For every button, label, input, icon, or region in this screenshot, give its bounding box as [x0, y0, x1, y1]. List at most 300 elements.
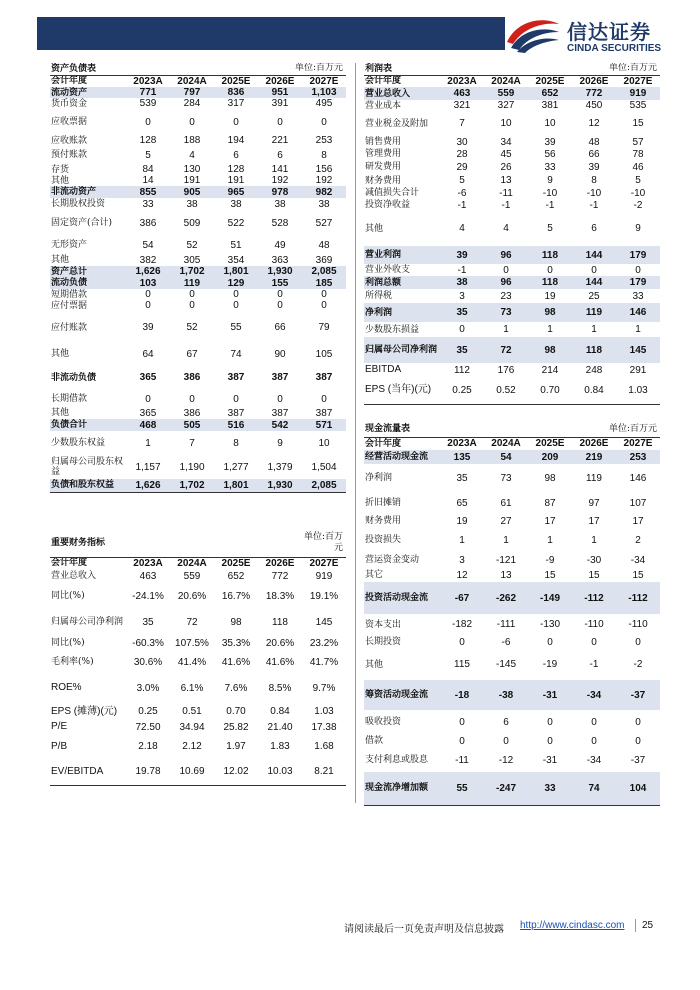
cell-value: 52	[186, 239, 198, 251]
cell-value: 527	[315, 217, 333, 229]
cell-value: 54	[484, 450, 528, 464]
cell-value: 1	[635, 324, 641, 335]
cell-value: 17	[588, 515, 600, 527]
row-label: 投资活动现金流	[364, 582, 440, 614]
key-indicators-unit: 单位:百万元	[303, 531, 343, 553]
cash-flow-title-row	[364, 422, 660, 437]
cell-value: 38	[274, 198, 286, 210]
footer-url-link[interactable]: http://www.cindasc.com	[520, 920, 625, 931]
cell-value: -110	[628, 619, 648, 630]
year-header: 2025E	[528, 75, 572, 87]
cell-value: 33	[142, 198, 154, 210]
cell-value: 135	[440, 450, 484, 464]
cell-value: -6	[457, 187, 467, 199]
cell-value: 20.6%	[265, 637, 295, 649]
cell-value: 0	[547, 735, 553, 747]
cell-value: -111	[496, 619, 516, 630]
cell-value: 145	[616, 337, 660, 363]
cell-value: -67	[440, 582, 484, 614]
cell-value: 1,103	[302, 87, 346, 98]
table-row	[364, 276, 660, 289]
cell-value: 1,190	[179, 461, 205, 473]
cell-value: 0	[233, 289, 239, 300]
cell-value: 39	[142, 322, 154, 333]
cell-value: 2	[635, 534, 641, 546]
cell-value: 1.97	[226, 741, 246, 752]
cell-value: 1.83	[270, 741, 290, 752]
cell-value: -31	[528, 680, 572, 710]
cell-value: 8	[591, 175, 597, 186]
cell-value: 72	[186, 616, 198, 628]
cell-value: 38	[440, 276, 484, 289]
cell-value: 836	[214, 87, 258, 98]
cell-value: 0.25	[138, 706, 158, 717]
cell-value: 191	[227, 175, 245, 186]
cell-value: 219	[572, 450, 616, 464]
cell-value: 571	[302, 419, 346, 431]
cell-value: -10	[586, 187, 602, 199]
table-row	[50, 419, 346, 431]
cell-value: 1	[459, 534, 465, 546]
cell-value: 57	[632, 136, 644, 148]
cell-value: -1	[457, 264, 467, 276]
cell-value: 17.38	[311, 721, 337, 733]
table-row	[364, 174, 660, 187]
row-label: 投资损失	[365, 535, 402, 545]
cell-value: 365	[139, 407, 157, 419]
cell-value: 284	[183, 98, 201, 109]
table-row	[50, 311, 346, 344]
year-header: 2027E	[302, 75, 346, 87]
table-row	[364, 246, 660, 264]
income-statement-header-row	[364, 75, 660, 87]
table-row	[364, 322, 660, 337]
cell-value: -247	[484, 772, 528, 805]
row-label: 现金流净增加额	[364, 772, 440, 805]
cell-value: 8.21	[302, 759, 346, 785]
table-row	[364, 492, 660, 514]
row-label: 负债和股东权益	[50, 479, 126, 492]
table-row	[50, 734, 346, 759]
cell-value: 0	[635, 636, 641, 648]
table-row	[364, 680, 660, 710]
page-number: 25	[642, 920, 654, 931]
cell-value: 0	[459, 636, 465, 648]
cell-value: 98	[528, 337, 572, 363]
table-row	[364, 734, 660, 748]
cell-value: 38	[230, 198, 242, 210]
cell-value: 8.5%	[268, 682, 292, 694]
cell-value: -182	[451, 619, 472, 630]
cell-value: -38	[484, 680, 528, 710]
cell-value: 1,626	[126, 266, 170, 277]
table-row	[50, 266, 346, 277]
table-row	[364, 337, 660, 363]
cell-value: 98	[528, 303, 572, 322]
cell-value: 20.6%	[177, 590, 207, 602]
cell-value: -12	[498, 754, 514, 766]
cell-value: 0	[547, 716, 553, 728]
brand-name-en: CINDA SECURITIES	[567, 43, 662, 54]
year-header: 2025E	[214, 75, 258, 87]
row-label: 流动资产	[50, 87, 126, 98]
cell-value: 5	[547, 223, 553, 234]
row-label: 减值损失合计	[365, 188, 420, 198]
row-label: 少数股东权益	[51, 438, 106, 448]
table-row	[50, 109, 346, 135]
table-row	[50, 135, 346, 146]
row-label: 所得税	[365, 291, 393, 301]
cell-value: 463	[139, 570, 157, 582]
cell-value: 0	[189, 289, 195, 300]
cell-value: 19	[544, 290, 556, 302]
cell-value: 221	[271, 135, 289, 146]
cell-value: -2	[633, 199, 643, 211]
table-row	[364, 450, 660, 464]
cell-value: 495	[315, 98, 333, 109]
cell-value: 0	[635, 716, 641, 728]
cell-value: 192	[315, 175, 333, 186]
year-header: 2027E	[302, 557, 346, 569]
cell-value: 505	[170, 419, 214, 431]
cell-value: 74	[572, 772, 616, 805]
cell-value: 0	[591, 264, 597, 276]
table-row	[50, 703, 346, 720]
cell-value: 97	[588, 497, 600, 509]
year-header: 2026E	[258, 557, 302, 569]
table-row	[364, 649, 660, 680]
table-row	[50, 98, 346, 109]
cell-value: -30	[586, 554, 602, 566]
cell-value: 0	[459, 716, 465, 728]
cell-value: 317	[227, 98, 245, 109]
cell-value: 27	[500, 515, 512, 527]
table-row	[50, 635, 346, 651]
cell-value: -1	[589, 199, 599, 211]
cell-value: 0	[547, 636, 553, 648]
cell-value: 965	[214, 186, 258, 198]
cell-value: 772	[572, 87, 616, 100]
cell-value: -9	[545, 554, 555, 566]
cell-value: 55	[230, 322, 242, 333]
cell-value: 119	[586, 472, 602, 484]
row-label: 管理费用	[365, 149, 402, 159]
cell-value: 1,702	[170, 479, 214, 492]
cell-value: 321	[453, 100, 471, 111]
row-label: P/E	[51, 721, 68, 732]
cell-value: 0	[277, 289, 283, 300]
cell-value: 391	[271, 98, 289, 109]
table-row	[364, 160, 660, 174]
cell-value: -34	[630, 554, 646, 566]
cell-value: 0	[635, 264, 641, 276]
cell-value: 369	[315, 254, 333, 266]
cell-value: 542	[258, 419, 302, 431]
table-row	[364, 614, 660, 635]
row-label: 营运资金变动	[365, 555, 420, 565]
cell-value: 0.70	[528, 377, 572, 404]
cell-value: 2,085	[302, 479, 346, 492]
cell-value: 6	[503, 716, 509, 728]
header-label: 会计年度	[364, 75, 440, 87]
cell-value: 919	[315, 570, 333, 582]
cell-value: 463	[440, 87, 484, 100]
cell-value: 386	[139, 217, 157, 229]
cell-value: 0	[503, 735, 509, 747]
cell-value: 387	[227, 372, 245, 383]
income-statement-title: 利润表	[365, 63, 393, 74]
year-header: 2027E	[616, 75, 660, 87]
cell-value: 118	[572, 337, 616, 363]
row-label: ROE%	[51, 682, 82, 693]
row-label: 同比(%)	[51, 638, 85, 648]
cell-value: 0.52	[484, 377, 528, 404]
table-row	[364, 100, 660, 111]
cell-value: 0	[145, 116, 151, 128]
cash-flow-table	[364, 422, 660, 806]
cell-value: 146	[616, 303, 660, 322]
cell-value: 209	[528, 450, 572, 464]
cell-value: 13	[500, 175, 512, 186]
cell-value: 104	[616, 772, 660, 805]
cell-value: 41.7%	[309, 656, 339, 668]
cell-value: 516	[214, 419, 258, 431]
row-label: 支付利息或股息	[365, 755, 429, 765]
cell-value: 0	[145, 289, 151, 300]
row-label: 存货	[51, 164, 70, 175]
table-row	[50, 609, 346, 635]
table-row	[364, 187, 660, 199]
cell-value: 25.82	[223, 721, 249, 733]
year-header: 2025E	[214, 557, 258, 569]
table-row	[50, 344, 346, 364]
cell-value: 0	[233, 116, 239, 128]
cell-value: 118	[528, 246, 572, 264]
row-label: 非流动资产	[50, 186, 126, 198]
cell-value: 38	[186, 198, 198, 210]
cell-value: 0.25	[440, 377, 484, 404]
cell-value: 61	[500, 497, 512, 509]
table-row	[50, 569, 346, 583]
cell-value: 0	[591, 735, 597, 747]
row-label: 非流动负债	[51, 372, 97, 383]
cell-value: 144	[572, 246, 616, 264]
cell-value: 52	[186, 322, 198, 333]
cell-value: 253	[616, 450, 660, 464]
cell-value: 107	[629, 497, 647, 509]
cell-value: 128	[139, 135, 157, 146]
cell-value: 179	[616, 276, 660, 289]
cell-value: 103	[126, 277, 170, 289]
row-label: 其它	[365, 570, 384, 580]
footer-disclaimer: 请阅读最后一页免责声明及信息披露	[344, 924, 504, 935]
cell-value: 25	[588, 290, 600, 302]
cell-value: 3	[459, 554, 465, 566]
row-label: 财务费用	[365, 516, 402, 526]
cell-value: 72	[484, 337, 528, 363]
cell-value: 156	[315, 164, 333, 175]
cell-value: 19.1%	[309, 590, 339, 602]
cell-value: 118	[528, 276, 572, 289]
cell-value: 35	[440, 303, 484, 322]
row-label: 应付票据	[51, 300, 88, 311]
table-row	[364, 199, 660, 211]
cell-value: 6	[233, 149, 239, 161]
cell-value: 382	[139, 254, 157, 266]
cell-value: 7	[189, 437, 195, 449]
cell-value: 41.6%	[265, 656, 295, 668]
table-row	[50, 186, 346, 198]
cell-value: 10.69	[170, 759, 214, 785]
table-row	[50, 759, 346, 785]
row-label: 长期投资	[365, 637, 402, 647]
cell-value: 5	[145, 149, 151, 161]
balance-sheet-table	[50, 63, 346, 493]
cell-value: 855	[126, 186, 170, 198]
cell-value: 12.02	[214, 759, 258, 785]
table-row	[50, 651, 346, 673]
row-label: 借款	[365, 736, 384, 746]
table-row	[364, 748, 660, 772]
row-label: 净利润	[365, 473, 393, 483]
table-row	[364, 552, 660, 568]
cell-value: 30.6%	[133, 656, 163, 668]
table-row	[50, 175, 346, 186]
header-label: 会计年度	[50, 557, 126, 569]
cell-value: 74	[230, 348, 242, 360]
table-row	[50, 210, 346, 236]
cell-value: 797	[170, 87, 214, 98]
cell-value: 5	[635, 175, 641, 186]
cell-value: 6	[277, 149, 283, 161]
cell-value: 35	[142, 616, 154, 628]
row-label: 无形资产	[51, 240, 88, 250]
cell-value: -2	[633, 659, 643, 670]
cell-value: 652	[528, 87, 572, 100]
row-label: 其他	[51, 175, 70, 186]
cell-value: 16.7%	[221, 590, 251, 602]
cell-value: -31	[542, 754, 558, 766]
table-row	[364, 211, 660, 246]
cell-value: 0.70	[226, 706, 246, 717]
cell-value: 9	[635, 223, 641, 234]
table-row	[50, 254, 346, 266]
cell-value: -10	[630, 187, 646, 199]
cash-flow-unit: 单位:百万元	[608, 423, 658, 434]
cell-value: 19.78	[126, 759, 170, 785]
cell-value: 0.84	[572, 377, 616, 404]
cell-value: 78	[632, 148, 644, 160]
table-row	[50, 364, 346, 391]
cell-value: 2.12	[182, 741, 202, 752]
cell-value: -11	[499, 187, 513, 199]
cell-value: 1.03	[314, 706, 334, 717]
cell-value: 559	[183, 570, 201, 582]
year-header: 2024A	[170, 557, 214, 569]
cell-value: 248	[585, 364, 603, 376]
table-row	[364, 464, 660, 492]
column-divider	[355, 63, 356, 803]
cell-value: 0	[591, 716, 597, 728]
cell-value: -19	[542, 659, 558, 670]
cell-value: -34	[586, 754, 602, 766]
cell-value: 23	[500, 290, 512, 302]
cell-value: 176	[497, 364, 515, 376]
row-label: EBITDA	[365, 364, 402, 375]
table-row	[50, 300, 346, 311]
cell-value: 144	[572, 276, 616, 289]
cell-value: 185	[302, 277, 346, 289]
table-row	[50, 391, 346, 407]
row-label: 营业外收支	[365, 265, 411, 275]
cell-value: 1,157	[135, 461, 161, 473]
cell-value: 9	[547, 175, 553, 186]
table-row	[50, 479, 346, 492]
cell-value: 17	[632, 515, 644, 527]
cell-value: 951	[258, 87, 302, 98]
row-label: 资产总计	[50, 266, 126, 277]
cell-value: 0	[321, 300, 327, 311]
cell-value: 41.4%	[177, 656, 207, 668]
cell-value: -18	[440, 680, 484, 710]
cell-value: 1	[547, 324, 553, 335]
row-label: 利润总额	[364, 276, 440, 289]
table-row	[364, 635, 660, 649]
cell-value: 1,626	[126, 479, 170, 492]
key-indicators-header-row	[50, 557, 346, 569]
row-label: 其他	[51, 408, 70, 418]
year-header: 2023A	[126, 557, 170, 569]
table-row	[364, 514, 660, 528]
row-label: 吸收投资	[365, 717, 402, 727]
cell-value: 35	[456, 472, 468, 484]
cell-value: 7	[459, 118, 465, 129]
row-label: 归属母公司净利润	[51, 617, 124, 627]
year-header: 2025E	[528, 437, 572, 450]
table-row	[50, 236, 346, 254]
row-label: 财务费用	[365, 175, 402, 186]
cell-value: 9.7%	[312, 682, 336, 694]
cell-value: 51	[230, 239, 242, 251]
cell-value: 84	[142, 164, 154, 175]
cell-value: -121	[495, 554, 516, 566]
cell-value: 35.3%	[221, 637, 251, 649]
year-header: 2027E	[616, 437, 660, 450]
year-header: 2026E	[572, 75, 616, 87]
cell-value: 115	[454, 659, 470, 670]
row-label: 货币资金	[51, 98, 88, 109]
row-label: 长期股权投资	[51, 199, 106, 209]
table-row	[364, 528, 660, 552]
row-label: 营业税金及附加	[365, 118, 429, 129]
cell-value: 539	[139, 98, 157, 109]
cell-value: 4	[189, 149, 195, 161]
cell-value: 1	[591, 324, 597, 335]
cell-value: 145	[315, 616, 333, 628]
cell-value: 1,504	[311, 461, 337, 473]
row-label: 资本支出	[365, 619, 402, 630]
cell-value: 1	[503, 534, 509, 546]
table-row	[364, 772, 660, 805]
year-header: 2024A	[170, 75, 214, 87]
cell-value: 98	[544, 472, 556, 484]
cell-value: 29	[456, 161, 468, 173]
cell-value: 10	[500, 118, 512, 129]
cell-value: 0	[547, 264, 553, 276]
cell-value: 10	[318, 437, 330, 449]
cell-value: 291	[629, 364, 647, 376]
cell-value: 0	[321, 289, 327, 300]
